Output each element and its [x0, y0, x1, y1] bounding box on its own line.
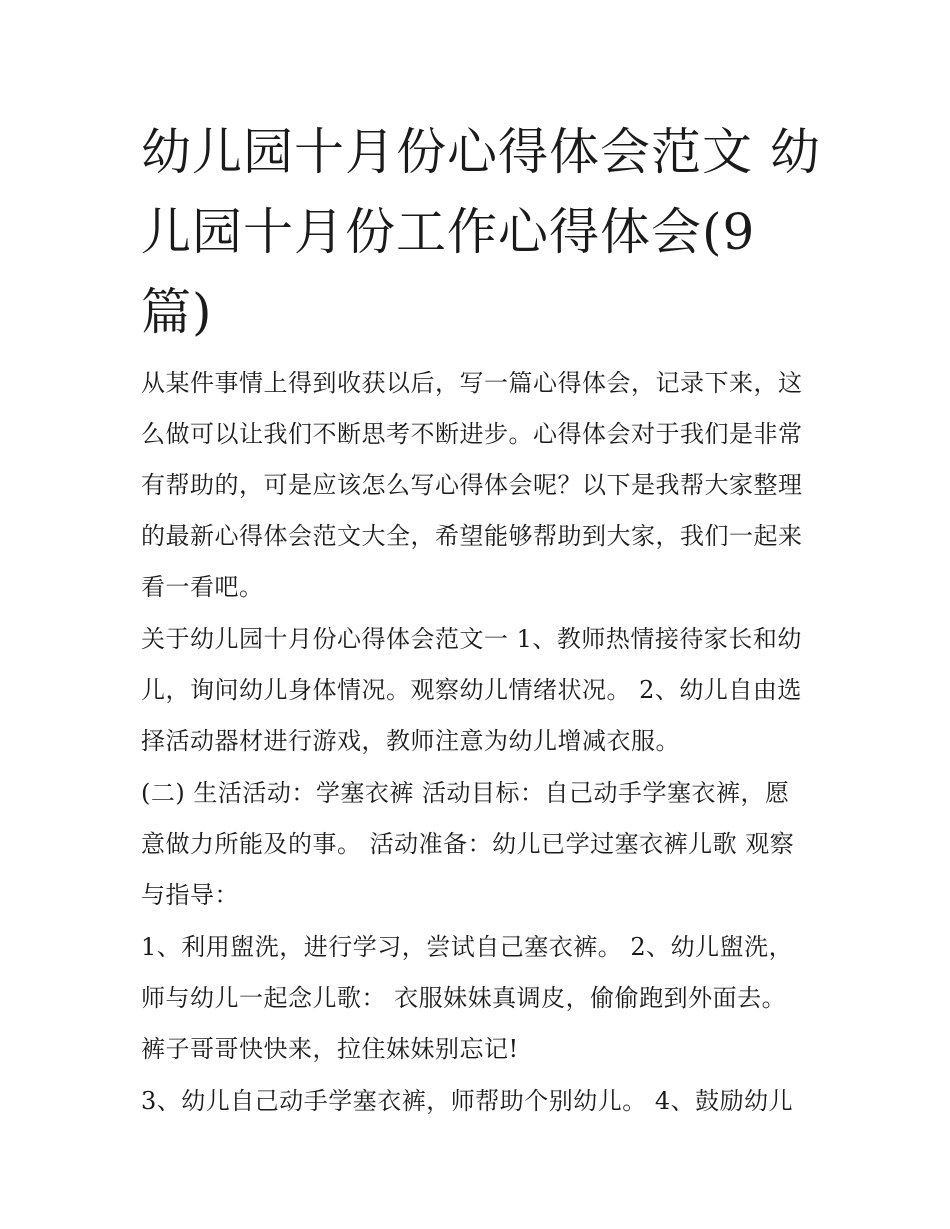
- paragraph-line: 关于幼儿园十月份心得体会范文一 1、教师热情接待家长和幼: [141, 625, 802, 653]
- document-title: [141, 112, 821, 352]
- document-page: [141, 112, 821, 1128]
- body-paragraph: [141, 768, 813, 921]
- body-paragraph: [141, 614, 813, 767]
- paragraph-line: 择活动器材进行游戏，教师注意为幼儿增减衣服。: [141, 727, 680, 755]
- title-line: 篇): [141, 283, 213, 341]
- paragraph-line: 从某件事情上得到收获以后，写一篇心得体会，记录下来，这: [141, 369, 803, 397]
- paragraph-line: (二) 生活活动：学塞衣裤 活动目标：自己动手学塞衣裤，愿: [141, 779, 790, 807]
- body-paragraph: [141, 1076, 813, 1127]
- paragraph-line: 与指导：: [141, 881, 239, 909]
- paragraph-line: 师与幼儿一起念儿歌： 衣服妹妹真调皮，偷偷跑到外面去。: [141, 984, 787, 1012]
- paragraph-line: 3、幼儿自己动手学塞衣裤，师帮助个别幼儿。 4、鼓励幼儿: [141, 1087, 794, 1115]
- paragraph-line: 裤子哥哥快快来，拉住妹妹别忘记!: [141, 1035, 519, 1063]
- paragraph-line: 么做可以让我们不断思考不断进步。心得体会对于我们是非常: [141, 420, 803, 448]
- title-line: 幼儿园十月份心得体会范文 幼: [141, 123, 821, 181]
- body-paragraph: [141, 922, 813, 1075]
- paragraph-line: 儿，询问幼儿身体情况。观察幼儿情绪状况。 2、幼儿自由选: [141, 676, 802, 704]
- paragraph-line: 的最新心得体会范文大全，希望能够帮助到大家，我们一起来: [141, 522, 803, 550]
- intro-paragraph: [141, 358, 813, 613]
- paragraph-line: 看一看吧。: [141, 573, 264, 601]
- title-line: 儿园十月份工作心得体会(9: [141, 203, 756, 261]
- paragraph-line: 1、利用盥洗，进行学习，尝试自己塞衣裤。 2、幼儿盥洗，: [141, 933, 794, 961]
- paragraph-line: 意做力所能及的事。 活动准备：幼儿已学过塞衣裤儿歌 观察: [141, 830, 795, 858]
- paragraph-line: 有帮助的，可是应该怎么写心得体会呢？以下是我帮大家整理: [141, 471, 803, 499]
